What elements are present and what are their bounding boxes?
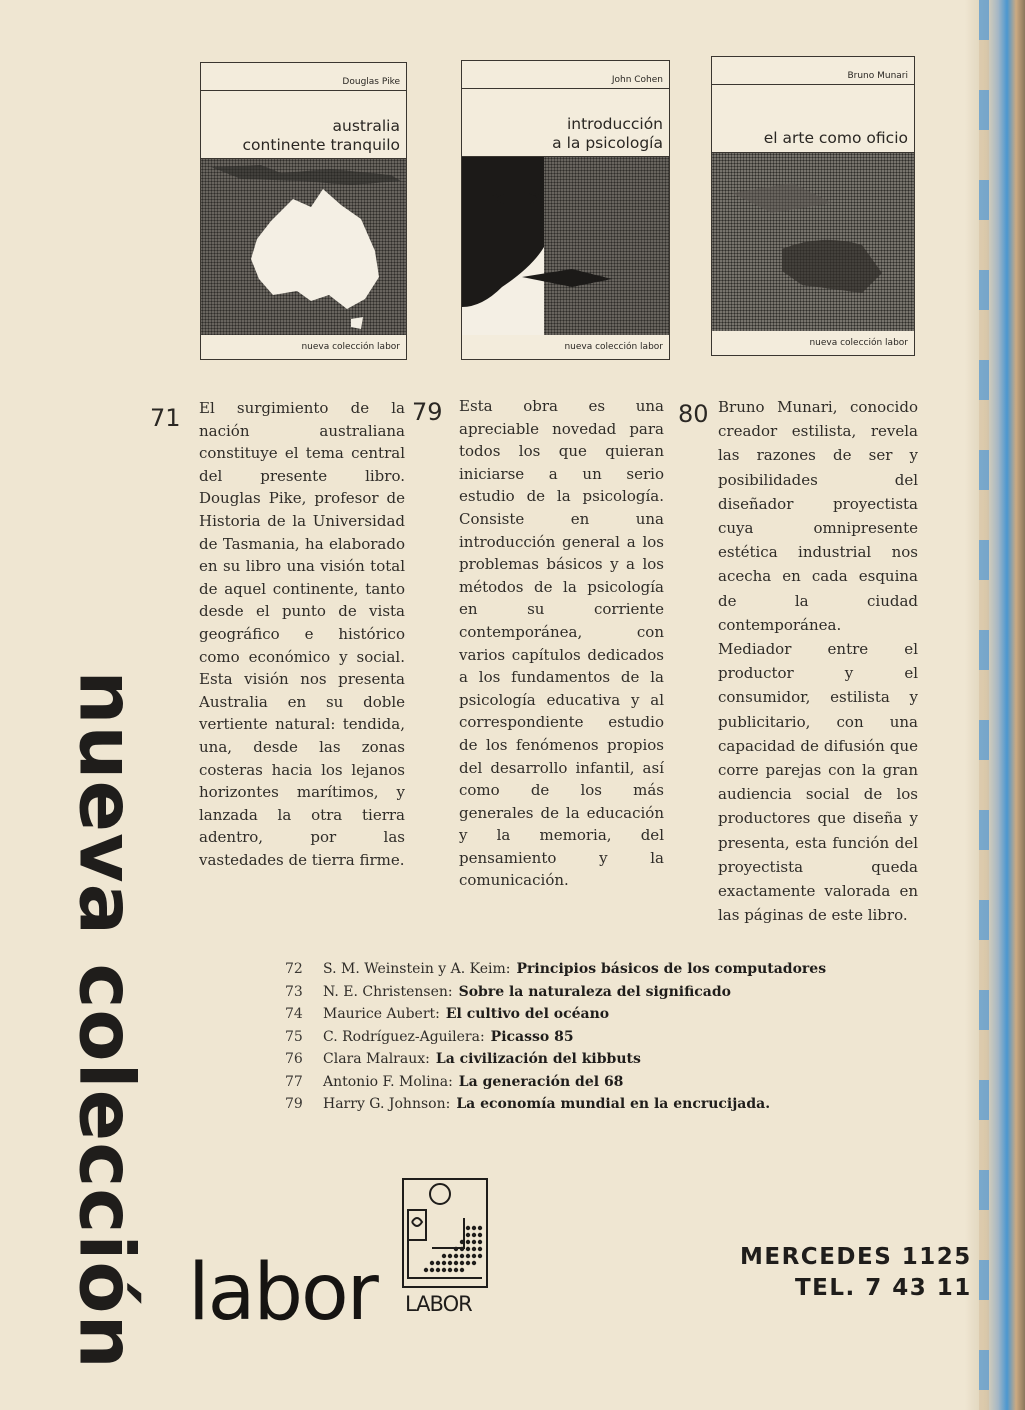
list-item [285, 1026, 905, 1049]
cover-title-line2: a la psicología [552, 134, 663, 152]
description-psicologia: Esta obra es una apreciable novedad para todos los que quieran iniciarse a un serio estudio de la psicología. Consiste en una introducción general a los problemas básicos y a los métodos de la psicología en su corriente contemporánea, con varios capítulos dedicados a los fundamentos de la psicología educativa y al correspondiente estudio de los fenómenos propios del desarrollo infantil, así como de los más generales de la educación y la memoria, del pensamiento y la comunicación. [459, 397, 664, 890]
phone-line: TEL. 7 43 11 [794, 1275, 972, 1301]
publisher-wordmark: labor [188, 1248, 377, 1338]
list-book: Principios básicos de los computadores [516, 961, 827, 977]
cover-series: nueva colección labor [301, 342, 400, 352]
cover-series: nueva colección labor [564, 342, 663, 352]
list-number: 75 [285, 1028, 303, 1045]
list-number: 74 [285, 1006, 303, 1022]
catalog-number: 80 [678, 400, 709, 428]
publisher-address [740, 1242, 972, 1304]
address-line: MERCEDES 1125 [740, 1244, 972, 1270]
list-number: 72 [285, 961, 303, 977]
cover-image-abstract [712, 153, 914, 331]
cover-author: John Cohen [462, 61, 669, 89]
list-author: C. Rodríguez-Aguilera: [323, 1028, 485, 1045]
cover-author: Douglas Pike [201, 63, 406, 91]
catalog-number: 71 [150, 404, 181, 432]
cover-image-face [462, 157, 669, 335]
cover-series: nueva colección labor [809, 338, 908, 348]
cover-author: Bruno Munari [712, 57, 914, 85]
book-cover-australia [200, 62, 407, 360]
list-author: Antonio F. Molina: [323, 1073, 453, 1090]
list-item [285, 1093, 905, 1116]
list-book: Sobre la naturaleza del significado [458, 983, 731, 1000]
list-number: 76 [285, 1051, 303, 1067]
cover-title [712, 85, 914, 153]
publisher-logo-icon [402, 1178, 488, 1288]
list-book: Picasso 85 [490, 1028, 574, 1045]
list-number: 79 [285, 1096, 303, 1112]
title-list [285, 958, 905, 1116]
list-item [285, 1071, 905, 1094]
book-cover-psicologia [461, 60, 670, 360]
page-edge [965, 0, 1025, 1410]
list-author: Maurice Aubert: [323, 1006, 440, 1022]
list-item [285, 1048, 905, 1071]
list-author: S. M. Weinstein y A. Keim: [323, 961, 511, 977]
list-author: N. E. Christensen: [323, 983, 453, 1000]
list-item [285, 958, 905, 981]
cover-image-australia-map [201, 159, 406, 335]
cover-title-line1: introducción [566, 115, 663, 133]
series-vertical-text: nueva colección [62, 670, 152, 1370]
list-book: El cultivo del océano [445, 1006, 610, 1022]
list-book: La generación del 68 [458, 1073, 624, 1090]
description-arte: Bruno Munari, conocido creador estilista, revela las razones de ser y posibilidades del diseñador proyectista cuya omnipresente estética industrial nos acecha en cada esquina de la ciudad contemporánea. Mediador entre el productor y el consumidor, estilista y publicitario, con una capacidad de difusión que corre parejas con la gran audiencia social de los productores que diseña y presenta, esta función del proyectista queda exactamente valorada en las páginas de este libro. [718, 398, 918, 925]
list-item [285, 1003, 905, 1026]
description-australia: El surgimiento de la nación australiana constituye el tema central del presente libro. Douglas Pike, profesor de Historia de la Universidad de Tasmania, ha elaborado en su libro una visión total de aquel continente, tanto desde el punto de vista geográfico e histórico como económico y social. Esta visión nos presenta Australia en su doble vertiente natural: tendida, una, desde las zonas costeras hacia los lejanos horizontes marítimos, y lanzada la otra tierra adentro, por las vastedades de tierra firme. [199, 399, 405, 869]
book-cover-arte [711, 56, 915, 356]
cover-title-line1: el arte como oficio [763, 129, 908, 147]
cover-title [462, 89, 669, 157]
list-author: Harry G. Johnson: [323, 1096, 451, 1112]
publisher-logo-text: LABOR [405, 1292, 472, 1316]
list-number: 77 [285, 1073, 303, 1090]
catalog-number: 79 [412, 398, 443, 426]
list-book: La economía mundial en la encrucijada. [456, 1096, 771, 1112]
list-number: 73 [285, 983, 303, 1000]
series-vertical-label [52, 670, 162, 1370]
cover-title [201, 91, 406, 159]
list-author: Clara Malraux: [323, 1051, 430, 1067]
list-book: La civilización del kibbuts [435, 1051, 641, 1067]
list-item [285, 981, 905, 1004]
cover-title-line1: australia [332, 117, 400, 135]
cover-title-line2: continente tranquilo [242, 136, 400, 154]
